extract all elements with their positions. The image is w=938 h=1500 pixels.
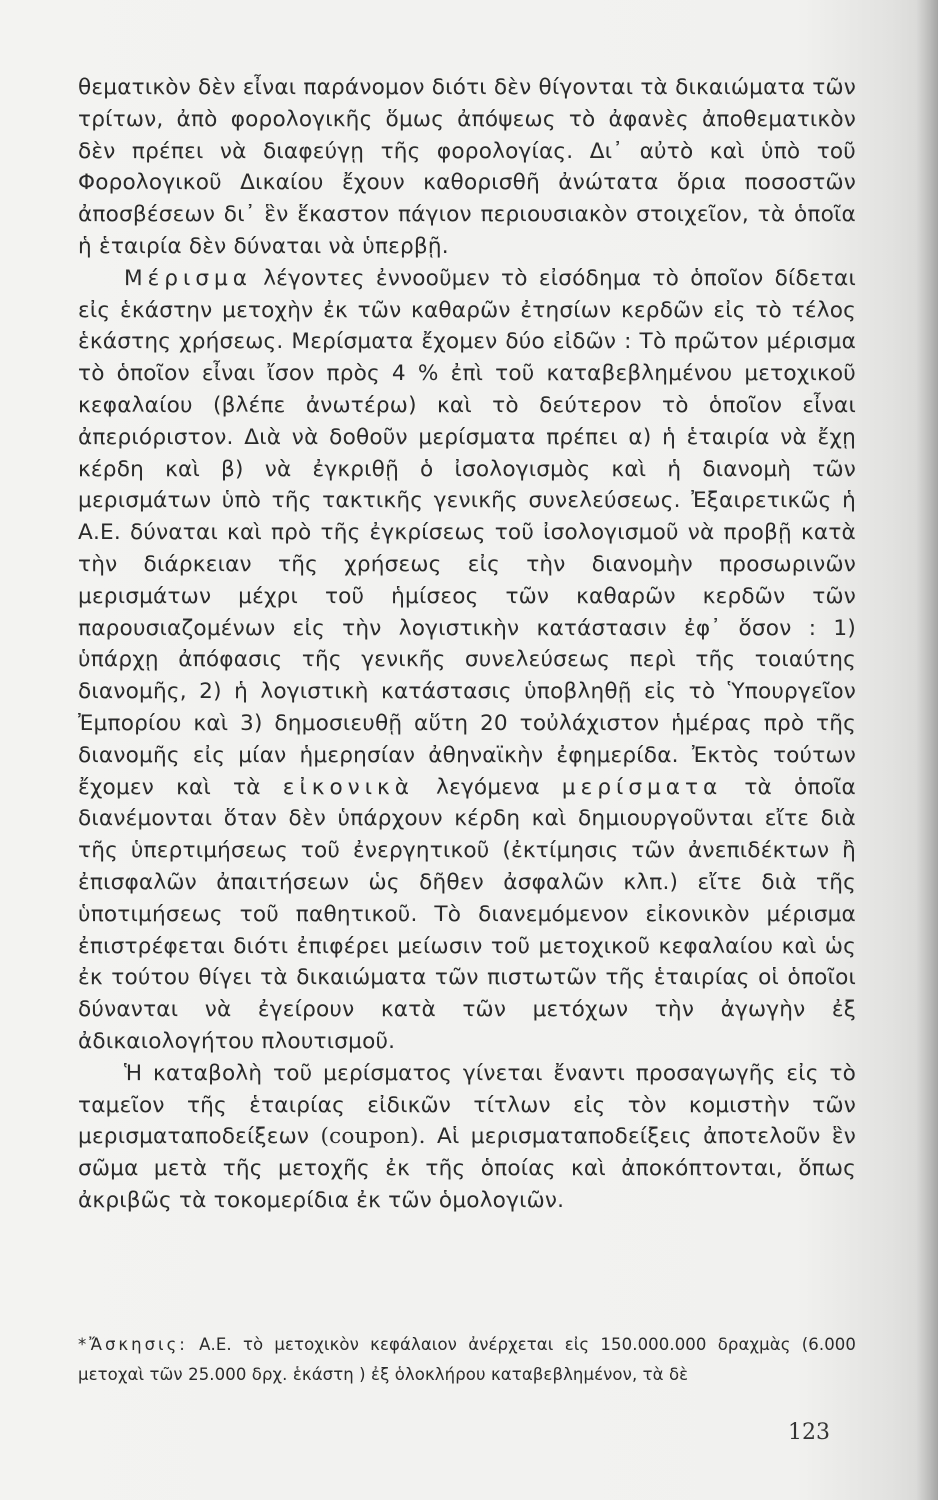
paragraph-3	[78, 1058, 856, 1217]
paragraph-1: θεματικὸν δὲν εἶναι παράνομον διότι δὲν θίγονται τὰ δικαιώματα τῶν τρίτων, ἀπὸ φορολογικῆς ὅμως ἀπόψεως τὸ ἀφανὲς ἀποθεματικὸν δὲν πρέπει νὰ διαφεύγῃ τῆς φορολογίας. Δι᾽ αὐτὸ καὶ ὑπὸ τοῦ Φορολογικοῦ Δικαίου ἔχουν καθορισθῆ ἀνώτατα ὅρια ποσοστῶν ἀποσβέσεων δι᾽ ἓν ἕκαστον πάγιον περιουσιακὸν στοιχεῖον, τὰ ὁποῖα ἡ ἑταιρία δὲν δύναται νὰ ὑπερβῇ.	[78, 75, 856, 259]
term-merismata: μερίσματα	[561, 774, 723, 800]
paragraph-2-part-1: λέγοντες ἐννοοῦμεν τὸ εἰσόδημα τὸ ὁποῖον δίδεται εἰς ἑκάστην μετοχὴν ἐκ τῶν καθαρῶν ἐτησίων κερδῶν εἰς τὸ τέλος ἑκάστης χρήσεως. Μερίσματα ἔχομεν δύο εἰδῶν : Τὸ πρῶτον μέρισμα τὸ ὁποῖον εἶναι ἴσον πρὸς 4 % ἐπὶ τοῦ καταβεβλημένου μετοχικοῦ κεφαλαίου (βλέπε ἀνωτέρω) καὶ τὸ δεύτερον τὸ ὁποῖον εἶναι ἀπεριόριστον. Διὰ νὰ δοθοῦν μερίσματα πρέπει α) ἡ ἑταιρία νὰ ἔχῃ κέρδη καὶ β) νὰ ἐγκριθῇ ὁ ἰσολογισμὸς καὶ ἡ διανομὴ τῶν μερισμάτων ὑπὸ τῆς τακτικῆς γενικῆς συνελεύσεως. Ἐξαιρετικῶς ἡ Α.Ε. δύναται καὶ πρὸ τῆς ἐγκρίσεως τοῦ ἰσολογισμοῦ νὰ προβῇ κατὰ τὴν διάρκειαν τῆς χρήσεως εἰς τὴν διανομὴν προσωρινῶν μερισμάτων μέχρι τοῦ ἡμίσεος τῶν καθαρῶν κερδῶν τῶν παρουσιαζομένων εἰς τὴν λογιστικὴν κατάστασιν ἐφ᾽ ὅσον : 1) ὑπάρχῃ ἀπόφασις τῆς γενικῆς συνελεύσεως περὶ τῆς τοιαύτης διανομῆς, 2) ἡ λογιστικὴ κατάστασις ὑποβληθῇ εἰς τὸ Ὑπουργεῖον Ἐμπορίου καὶ 3) δημοσιευθῇ αὕτη 20 τοὐλάχιστον ἡμέρας πρὸ τῆς διανομῆς εἰς μίαν ἡμερησίαν ἀθηναϊκὴν ἐφημερίδα. Ἐκτὸς τούτων ἔχομεν καὶ τὰ	[78, 265, 856, 800]
footnote	[78, 1330, 856, 1390]
main-text	[78, 72, 856, 1217]
term-merisma: Μέρισμα	[124, 265, 252, 291]
paragraph-2-part-3: τὰ ὁποῖα διανέμονται ὅταν δὲν ὑπάρχουν κέρδη καὶ δημιουργοῦνται εἴτε διὰ τῆς ὑπερτιμήσεως τοῦ ἐνεργητικοῦ (ἐκτίμησις τῶν ἀνεπιδέκτων ἢ ἐπισφαλῶν ἀπαιτήσεων ὡς δῆθεν ἀσφαλῶν κλπ.) εἴτε διὰ τῆς ὑποτιμήσεως τοῦ παθητικοῦ. Τὸ διανεμόμενον εἰκονικὸν μέρισμα ἐπιστρέφεται διότι ἐπιφέρει μείωσιν τοῦ μετοχικοῦ κεφαλαίου καὶ ὡς ἐκ τούτου θίγει τὰ δικαιώματα τῶν πιστωτῶν τῆς ἑταιρίας οἱ ὁποῖοι δύνανται νὰ ἐγείρουν κατὰ τῶν μετόχων τὴν ἀγωγὴν ἐξ ἀδικαιολογήτου πλουτισμοῦ.	[78, 774, 856, 1054]
page-spine-shadow	[916, 0, 938, 1500]
footnote-text: Α.Ε. τὸ μετοχικὸν κεφάλαιον ἀνέρχεται εἰς 150.000.000 δραχμὰς (6.000 μετοχαὶ τῶν 25.000 δρχ. ἑκάστη ) ἐξ ὁλοκλήρου καταβεβλημένον, τὰ δὲ	[78, 1335, 856, 1384]
paragraph-3-part-1: Ἡ καταβολὴ τοῦ μερίσματος γίνεται ἔναντι προσαγωγῆς εἰς τὸ ταμεῖον τῆς ἑταιρίας εἰδικῶν τίτλων εἰς τὸν κομιστὴν τῶν μερισματαποδείξεων	[78, 1060, 856, 1150]
page-number: 123	[788, 1420, 830, 1445]
paragraph-2-part-2: λεγόμενα	[414, 774, 562, 800]
term-eikonika: εἰκονικὰ	[282, 774, 415, 800]
paragraph-2	[78, 263, 856, 1058]
paragraph-3-part-2: Αἱ μερισματαποδείξεις ἀποτελοῦν ἓν σῶμα μετὰ τῆς μετοχῆς ἐκ τῆς ὁποίας καὶ ἀποκόπτονται, ὅπως ἀκριβῶς τὰ τοκομερίδια ἐκ τῶν ὁμολογιῶν.	[78, 1124, 856, 1213]
footnote-lead: *Ἄσκησις:	[78, 1335, 188, 1354]
coupon-term: (coupon).	[320, 1124, 426, 1150]
